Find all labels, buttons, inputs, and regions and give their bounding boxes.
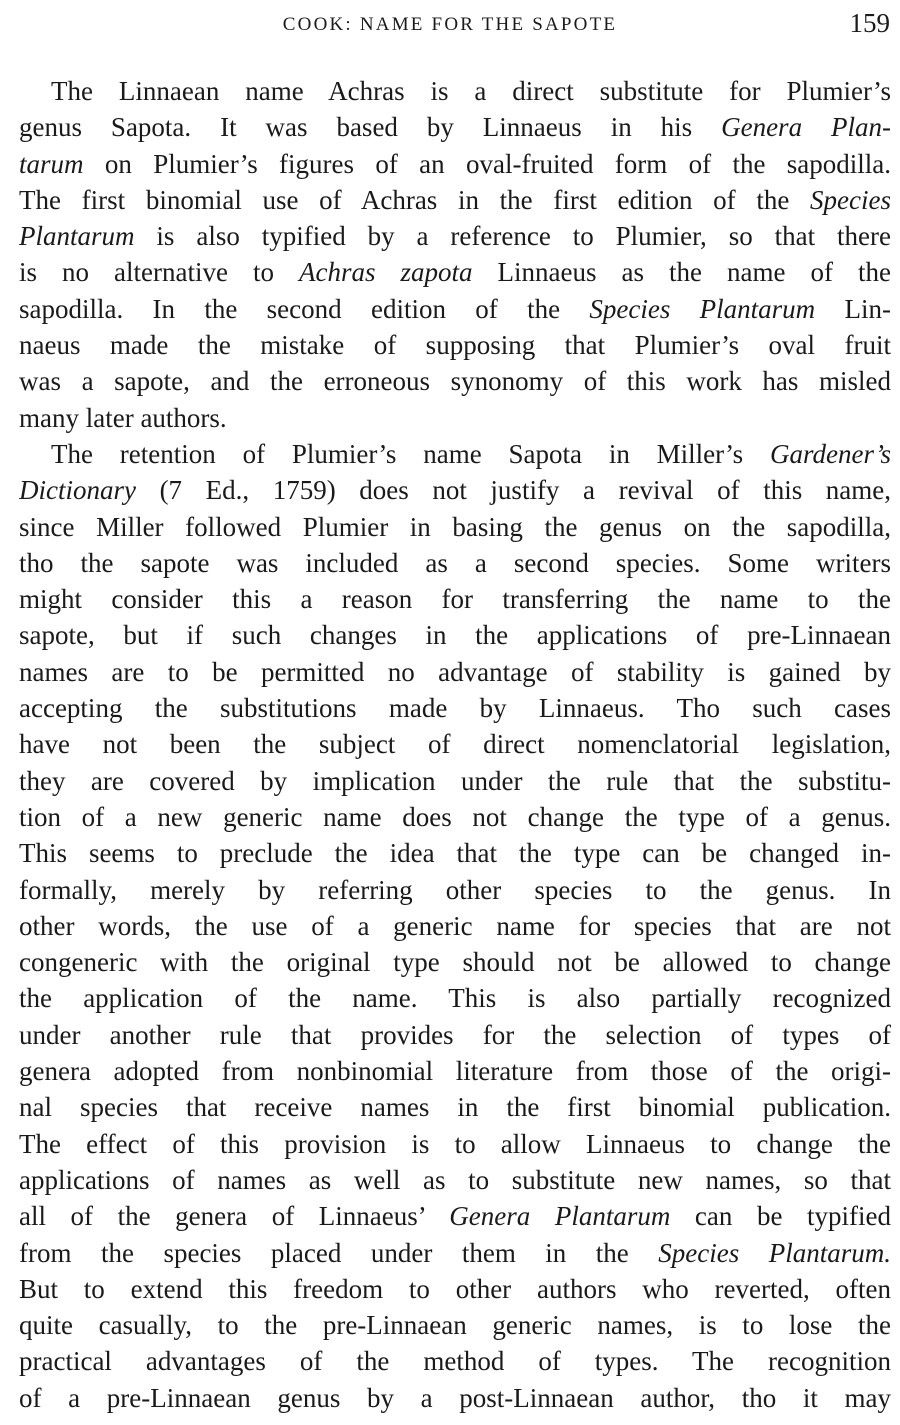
italic-title: tarum [19, 148, 84, 179]
text-line [19, 400, 891, 436]
body-text [19, 73, 891, 1416]
text-line [19, 1380, 891, 1416]
italic-title: Dictionary [19, 475, 136, 506]
text-segment: The Linnaean name Achras is a direct substitute for Plumier’s [51, 76, 891, 106]
text-segment: congeneric with the original type should not be allowed to change [19, 947, 891, 978]
text-line [19, 1126, 891, 1162]
text-segment: naeus made the mistake of supposing that Plumier’s oval fruit [19, 330, 891, 361]
text-line [19, 799, 891, 835]
text-segment: The first binomial use of Achras in the first edition of the [19, 184, 811, 215]
text-line [19, 1162, 891, 1198]
text-line [19, 182, 891, 218]
text-segment: genus Sapota. It was based by Linnaeus in his [19, 112, 722, 143]
text-line [19, 1053, 891, 1089]
text-segment: Linnaeus as the name of the [472, 257, 891, 288]
text-line [19, 908, 891, 944]
text-segment: is no alternative to [19, 257, 299, 288]
text-line [19, 363, 891, 399]
text-segment: formally, merely by referring other species to the genus. In [19, 874, 891, 905]
text-segment: might consider this a reason for transferring the name to the [19, 584, 891, 615]
text-segment: Lin- [815, 293, 891, 324]
text-segment: The retention of Plumier’s name Sapota in Miller’s [51, 438, 770, 469]
text-segment: from the species placed under them in the [19, 1237, 659, 1268]
text-line [19, 73, 891, 109]
text-segment: they are covered by implication under the rule that the substitu- [19, 765, 891, 796]
text-line [19, 944, 891, 980]
running-title: COOK: NAME FOR THE SAPOTE [282, 14, 618, 35]
text-segment: on Plumier’s figures of an oval-fruited form of the sapodilla. [83, 148, 891, 179]
text-line [19, 1198, 891, 1234]
text-segment: The effect of this provision is to allow Linnaeus to change the [19, 1128, 891, 1159]
text-segment: names are to be permitted no advantage of stability is gained by [19, 656, 891, 687]
text-line [19, 1307, 891, 1343]
text-line [19, 654, 891, 690]
text-segment: practical advantages of the method of types. The recognition [19, 1346, 891, 1377]
italic-title: Genera Plan- [721, 112, 891, 143]
text-line [19, 835, 891, 871]
italic-title: Species Plantarum [589, 293, 816, 324]
text-segment: sapodilla. In the second edition of the [19, 293, 590, 324]
text-segment: quite casually, to the pre-Linnaean generic names, is to lose the [19, 1310, 891, 1341]
text-line [19, 763, 891, 799]
text-segment: other words, the use of a generic name for species that are not [19, 910, 891, 941]
italic-title: Plantarum [19, 221, 135, 252]
text-line [19, 1343, 891, 1379]
running-head [0, 8, 900, 42]
text-line [19, 1017, 891, 1053]
text-segment: since Miller followed Plumier in basing the genus on the sapodilla, [19, 511, 891, 542]
text-segment: can be typified [670, 1201, 891, 1232]
text-line [19, 1271, 891, 1307]
italic-title: Gardener’s [770, 438, 891, 469]
text-segment: have not been the subject of direct nomenclatorial legislation, [19, 729, 891, 760]
text-segment: accepting the substitutions made by Linnaeus. Tho such cases [19, 693, 891, 724]
text-line [19, 872, 891, 908]
text-line [19, 254, 891, 290]
text-line [19, 545, 891, 581]
italic-title: Species [810, 184, 891, 215]
text-segment: many later authors. [19, 402, 227, 433]
text-segment: the application of the name. This is also partially recognized [19, 983, 891, 1014]
text-segment: genera adopted from nonbinomial literature from those of the origi- [19, 1056, 891, 1087]
text-line [19, 617, 891, 653]
text-line [19, 581, 891, 617]
text-segment: was a sapote, and the erroneous synonomy of this work has misled [19, 366, 891, 397]
paragraph [19, 436, 891, 1416]
text-line [19, 218, 891, 254]
text-line [19, 690, 891, 726]
text-line [19, 1089, 891, 1125]
text-line [19, 436, 891, 472]
text-segment: But to extend this freedom to other authors who reverted, often [19, 1273, 891, 1304]
text-segment: of a pre-Linnaean genus by a post-Linnaean author, tho it may [19, 1382, 891, 1413]
text-segment: (7 Ed., 1759) does not justify a revival of this name, [135, 475, 891, 506]
text-segment: is also typified by a reference to Plumier, so that there [134, 221, 891, 252]
text-line [19, 146, 891, 182]
italic-title: Achras zapota [299, 257, 473, 288]
page-number: 159 [849, 8, 890, 38]
text-segment: under another rule that provides for the selection of types of [19, 1019, 891, 1050]
paragraph [19, 73, 891, 436]
text-line [19, 472, 891, 508]
text-line [19, 980, 891, 1016]
text-line [19, 109, 891, 145]
text-segment: tho the sapote was included as a second species. Some writers [19, 547, 891, 578]
text-line [19, 1235, 891, 1271]
text-line [19, 509, 891, 545]
text-line [19, 327, 891, 363]
text-segment: sapote, but if such changes in the applications of pre-Linnaean [19, 620, 891, 651]
text-segment: all of the genera of Linnaeus’ [19, 1201, 450, 1232]
text-line [19, 726, 891, 762]
text-segment: This seems to preclude the idea that the type can be changed in- [19, 838, 891, 869]
text-segment: applications of names as well as to substitute new names, so that [19, 1164, 891, 1195]
italic-title: Genera Plantarum [449, 1201, 671, 1232]
text-segment: nal species that receive names in the first binomial publication. [19, 1092, 891, 1123]
text-line [19, 291, 891, 327]
italic-title: Species Plantarum. [658, 1237, 891, 1268]
text-segment: tion of a new generic name does not change the type of a genus. [19, 801, 891, 832]
